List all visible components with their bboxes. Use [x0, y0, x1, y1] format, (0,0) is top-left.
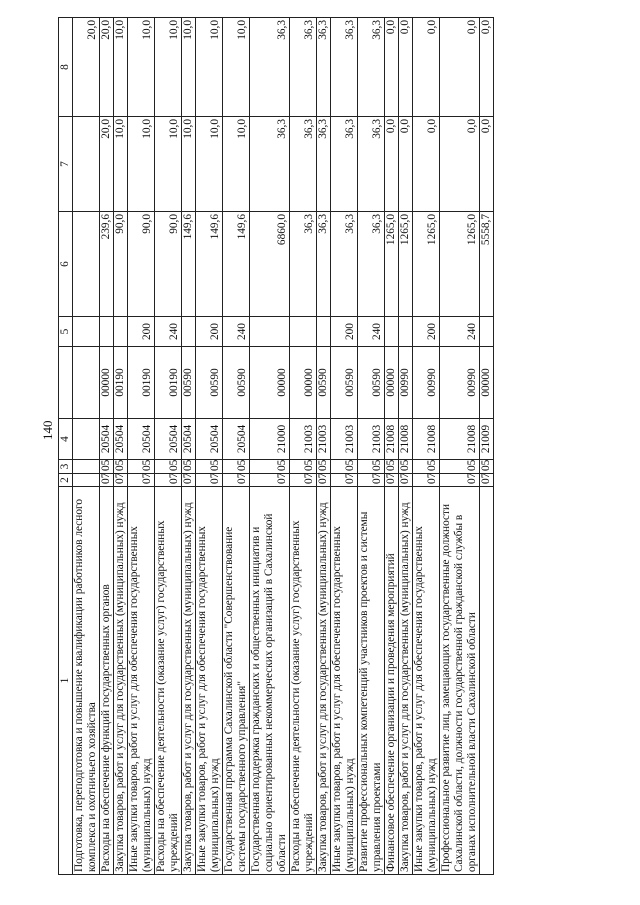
cell-c3: 05	[480, 460, 494, 474]
cell-c2: 07	[114, 474, 128, 487]
table-row	[399, 18, 413, 875]
cell-name: Закупка товаров, работ и услуг для государственных (муниципальных) нужд	[317, 487, 331, 875]
budget-table	[58, 17, 494, 875]
cell-c2: 07	[440, 474, 480, 487]
cell-c2: 07	[155, 474, 182, 487]
cell-c3: 05	[331, 460, 358, 474]
cell-c3: 05	[114, 460, 128, 474]
cell-vr	[480, 317, 494, 347]
cell-v7: 36,3	[290, 117, 317, 212]
cell-c2: 07	[250, 474, 290, 487]
header-cell: 1	[59, 487, 73, 875]
cell-dir: 00590	[223, 347, 250, 419]
cell-v6: 5558,7	[480, 212, 494, 317]
cell-v8: 10,0	[182, 18, 196, 117]
cell-dir	[73, 347, 100, 419]
cell-v6: 1265,0	[399, 212, 413, 317]
table-row	[155, 18, 182, 875]
cell-name: Подготовка, переподготовка и повышение квалификации работников лесного комплекса и охотничьего хозяйства	[73, 487, 100, 875]
cell-v7: 10,0	[223, 117, 250, 212]
cell-c3	[73, 460, 100, 474]
table-row	[128, 18, 155, 875]
cell-dir: 00590	[317, 347, 331, 419]
cell-name: Развитие профессиональных компетенций участников проектов и системы управления проектами	[358, 487, 385, 875]
cell-v7: 10,0	[196, 117, 223, 212]
cell-v7: 10,0	[182, 117, 196, 212]
cell-c2: 07	[223, 474, 250, 487]
cell-v8: 0,0	[399, 18, 413, 117]
cell-v7: 0,0	[440, 117, 480, 212]
header-cell: 5	[59, 317, 73, 347]
budget-table-rotated	[58, 18, 618, 875]
cell-v8: 20,0	[73, 18, 100, 117]
cell-name: Финансовое обеспечение организации и проведения мероприятий	[385, 487, 399, 875]
cell-c3: 05	[128, 460, 155, 474]
cell-vr: 240	[223, 317, 250, 347]
cell-v7: 10,0	[155, 117, 182, 212]
cell-vr: 200	[196, 317, 223, 347]
cell-c3: 05	[399, 460, 413, 474]
cell-c3: 05	[196, 460, 223, 474]
cell-v7: 36,3	[250, 117, 290, 212]
cell-dir: 00190	[155, 347, 182, 419]
cell-c2: 07	[196, 474, 223, 487]
table-row	[331, 18, 358, 875]
cell-v7: 0,0	[413, 117, 440, 212]
header-cell: 7	[59, 117, 73, 212]
page-number: 140	[40, 420, 55, 440]
cell-dir: 00590	[331, 347, 358, 419]
cell-v6: 149,6	[182, 212, 196, 317]
header-cell: 4	[59, 419, 73, 460]
cell-c3: 05	[385, 460, 399, 474]
cell-c3: 05	[182, 460, 196, 474]
cell-c2: 07	[358, 474, 385, 487]
cell-c2: 07	[331, 474, 358, 487]
cell-v6: 6860,0	[250, 212, 290, 317]
cell-vr	[182, 317, 196, 347]
cell-prog: 20504	[182, 419, 196, 460]
table-row	[100, 18, 114, 875]
cell-v8: 0,0	[413, 18, 440, 117]
cell-name: Расходы на обеспечение деятельности (оказание услуг) государственных учреждений	[155, 487, 182, 875]
table-row	[385, 18, 399, 875]
cell-v6: 1265,0	[385, 212, 399, 317]
cell-prog: 20504	[128, 419, 155, 460]
cell-vr: 200	[128, 317, 155, 347]
cell-v8: 36,3	[358, 18, 385, 117]
cell-v6: 36,3	[331, 212, 358, 317]
cell-vr: 240	[440, 317, 480, 347]
cell-v8: 0,0	[480, 18, 494, 117]
cell-v8: 10,0	[223, 18, 250, 117]
table-row	[317, 18, 331, 875]
cell-dir: 00590	[196, 347, 223, 419]
cell-c2: 07	[182, 474, 196, 487]
cell-prog: 20504	[196, 419, 223, 460]
table-row	[182, 18, 196, 875]
cell-v6: 149,6	[196, 212, 223, 317]
cell-prog: 21000	[250, 419, 290, 460]
cell-vr	[100, 317, 114, 347]
cell-v6: 36,3	[358, 212, 385, 317]
cell-prog: 21003	[358, 419, 385, 460]
table-body	[73, 18, 494, 875]
cell-c2: 07	[128, 474, 155, 487]
table-row	[480, 18, 494, 875]
cell-v6: 90,0	[114, 212, 128, 317]
cell-v8: 0,0	[385, 18, 399, 117]
cell-c3: 05	[317, 460, 331, 474]
table-row	[440, 18, 480, 875]
cell-name: Закупка товаров, работ и услуг для государственных (муниципальных) нужд	[399, 487, 413, 875]
cell-prog: 20504	[100, 419, 114, 460]
cell-v8: 10,0	[128, 18, 155, 117]
cell-vr: 240	[155, 317, 182, 347]
cell-c3: 05	[100, 460, 114, 474]
cell-name: Закупка товаров, работ и услуг для государственных (муниципальных) нужд	[182, 487, 196, 875]
cell-vr	[250, 317, 290, 347]
cell-v8: 36,3	[290, 18, 317, 117]
cell-c3: 05	[358, 460, 385, 474]
cell-c2: 07	[413, 474, 440, 487]
cell-v8: 10,0	[196, 18, 223, 117]
cell-c3: 05	[413, 460, 440, 474]
header-cell: 6	[59, 212, 73, 317]
cell-dir: 00000	[290, 347, 317, 419]
cell-vr: 200	[331, 317, 358, 347]
cell-vr: 240	[358, 317, 385, 347]
cell-v7: 10,0	[114, 117, 128, 212]
cell-name: Закупка товаров, работ и услуг для государственных (муниципальных) нужд	[114, 487, 128, 875]
cell-prog: 21008	[413, 419, 440, 460]
cell-c3: 05	[223, 460, 250, 474]
cell-name: Государственная поддержка гражданских и общественных инициатив и социально ориентированных некоммерческих организаций в Сахалинской области	[250, 487, 290, 875]
cell-v6: 90,0	[155, 212, 182, 317]
cell-v8: 20,0	[100, 18, 114, 117]
table-row	[290, 18, 317, 875]
table-row	[250, 18, 290, 875]
cell-name: Расходы на обеспечение деятельности (оказание услуг) государственных учреждений	[290, 487, 317, 875]
cell-dir: 00190	[114, 347, 128, 419]
cell-v7: 36,3	[358, 117, 385, 212]
cell-prog: 20504	[114, 419, 128, 460]
cell-v7: 0,0	[385, 117, 399, 212]
cell-v7	[73, 117, 100, 212]
cell-c2: 07	[317, 474, 331, 487]
cell-v8: 10,0	[114, 18, 128, 117]
table-row	[223, 18, 250, 875]
cell-v7: 36,3	[317, 117, 331, 212]
table-row	[196, 18, 223, 875]
cell-dir: 00000	[250, 347, 290, 419]
cell-vr	[290, 317, 317, 347]
cell-dir: 00000	[385, 347, 399, 419]
cell-name: Расходы на обеспечение функций государственных органов	[100, 487, 114, 875]
cell-v6: 90,0	[128, 212, 155, 317]
cell-prog: 21008	[399, 419, 413, 460]
cell-prog	[73, 419, 100, 460]
cell-prog: 21003	[317, 419, 331, 460]
cell-prog: 21008	[440, 419, 480, 460]
cell-v8: 10,0	[155, 18, 182, 117]
cell-name: Иные закупки товаров, работ и услуг для обеспечения государственных (муниципальных) нужд	[331, 487, 358, 875]
cell-vr	[399, 317, 413, 347]
cell-name: Профессиональное развитие лиц, замещающих государственные должности Сахалинской области, должности государственной гражданской службы в органах исполнительной власти Сахалинской области	[440, 487, 480, 875]
cell-dir: 00590	[182, 347, 196, 419]
cell-c2: 07	[385, 474, 399, 487]
cell-dir: 00190	[128, 347, 155, 419]
cell-dir: 00990	[399, 347, 413, 419]
cell-v7: 36,3	[331, 117, 358, 212]
cell-v8: 36,3	[317, 18, 331, 117]
cell-v6: 36,3	[290, 212, 317, 317]
cell-vr	[317, 317, 331, 347]
cell-c3: 05	[440, 460, 480, 474]
cell-prog: 21009	[480, 419, 494, 460]
header-cell: 2	[59, 474, 73, 487]
cell-vr	[114, 317, 128, 347]
cell-v6: 36,3	[317, 212, 331, 317]
cell-v8: 36,3	[250, 18, 290, 117]
cell-c2	[73, 474, 100, 487]
table-row	[358, 18, 385, 875]
cell-name: Иные закупки товаров, работ и услуг для обеспечения государственных (муниципальных) нужд	[128, 487, 155, 875]
cell-v7: 20,0	[100, 117, 114, 212]
cell-dir: 00590	[358, 347, 385, 419]
cell-vr: 200	[413, 317, 440, 347]
cell-c2: 07	[290, 474, 317, 487]
table-row	[73, 18, 100, 875]
cell-v6: 1265,0	[440, 212, 480, 317]
header-cell: 8	[59, 18, 73, 117]
cell-v7: 10,0	[128, 117, 155, 212]
cell-v6: 1265,0	[413, 212, 440, 317]
cell-prog: 20504	[155, 419, 182, 460]
cell-v7: 0,0	[480, 117, 494, 212]
cell-c2: 07	[100, 474, 114, 487]
cell-v8: 0,0	[440, 18, 480, 117]
cell-name: Государственная программа Сахалинской области "Совершенствование системы государственного управления"	[223, 487, 250, 875]
cell-vr	[73, 317, 100, 347]
cell-v8: 36,3	[331, 18, 358, 117]
cell-dir: 00990	[413, 347, 440, 419]
cell-v7: 0,0	[399, 117, 413, 212]
cell-c2: 07	[480, 474, 494, 487]
cell-v6	[73, 212, 100, 317]
cell-name: Иные закупки товаров, работ и услуг для обеспечения государственных (муниципальных) нужд	[196, 487, 223, 875]
cell-dir: 00990	[440, 347, 480, 419]
cell-c3: 05	[250, 460, 290, 474]
table-row	[413, 18, 440, 875]
cell-dir: 00000	[480, 347, 494, 419]
cell-prog: 21003	[290, 419, 317, 460]
cell-v6: 239,6	[100, 212, 114, 317]
cell-c3: 05	[290, 460, 317, 474]
cell-c3: 05	[155, 460, 182, 474]
cell-v6: 149,6	[223, 212, 250, 317]
cell-prog: 21008	[385, 419, 399, 460]
table-row	[114, 18, 128, 875]
header-cell	[59, 347, 73, 419]
cell-vr	[385, 317, 399, 347]
cell-name	[480, 487, 494, 875]
cell-name: Иные закупки товаров, работ и услуг для обеспечения государственных (муниципальных) нужд	[413, 487, 440, 875]
header-row	[59, 18, 73, 875]
cell-dir: 00000	[100, 347, 114, 419]
header-cell: 3	[59, 460, 73, 474]
cell-prog: 20504	[223, 419, 250, 460]
cell-prog: 21003	[331, 419, 358, 460]
cell-c2: 07	[399, 474, 413, 487]
